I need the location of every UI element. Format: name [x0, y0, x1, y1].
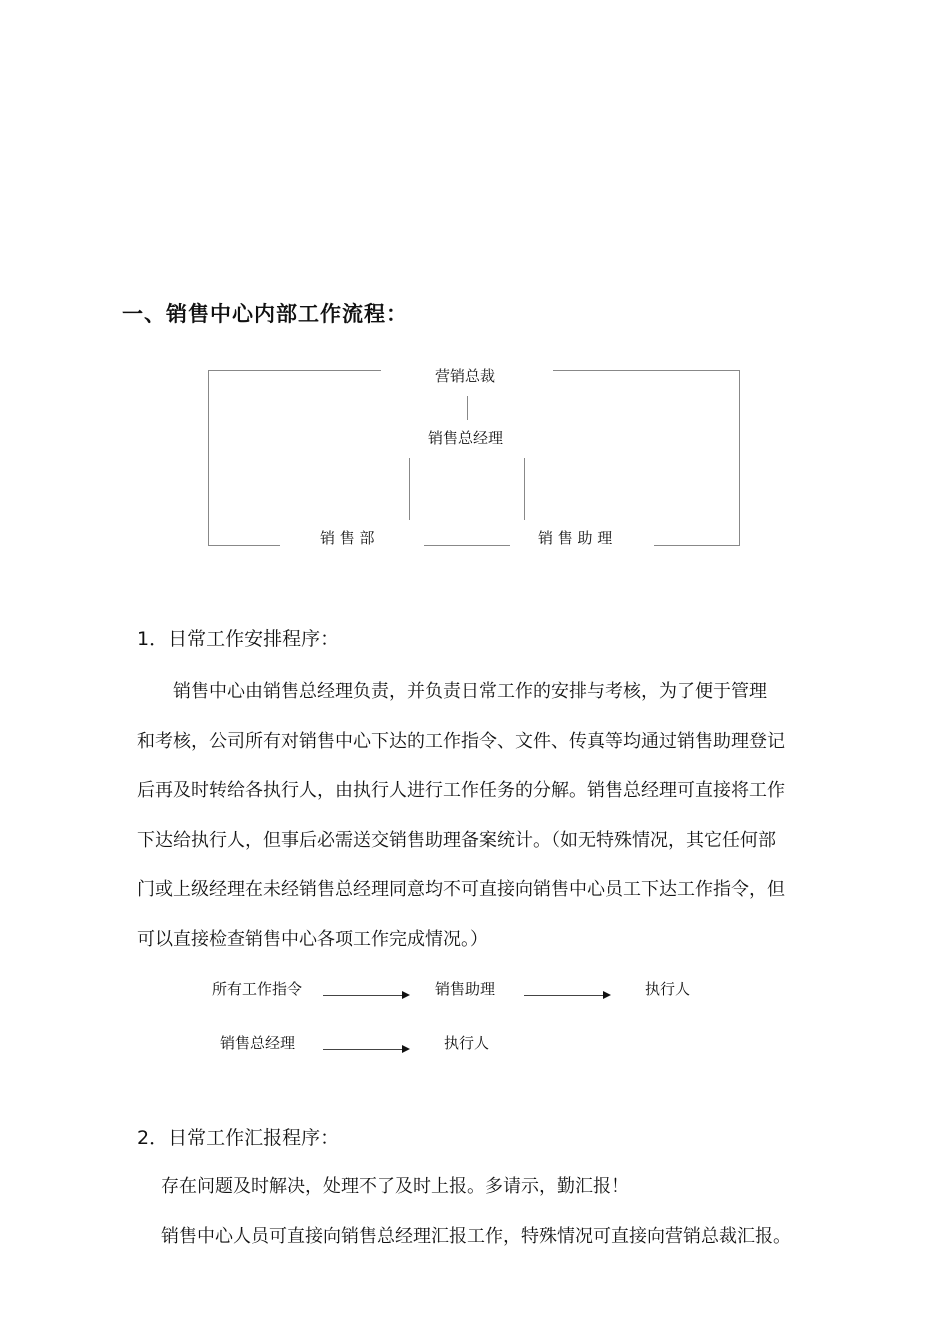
org-node-sales-assistant: 销 售 助 理: [538, 529, 613, 547]
org-frame-left: [208, 370, 209, 546]
section2-title: 2．日常工作汇报程序：: [137, 1127, 340, 1149]
flow2-step1: 销售总经理: [220, 1034, 296, 1052]
paragraph-line: 可以直接检查销售中心各项工作完成情况。）: [137, 928, 488, 950]
section2-line2: 销售中心人员可直接向销售总经理汇报工作，特殊情况可直接向营销总裁汇报。: [161, 1226, 791, 1247]
flow2-step2: 执行人: [444, 1034, 490, 1052]
paragraph-line: 和考核，公司所有对销售中心下达的工作指令、文件、传真等均通过销售助理登记: [137, 730, 785, 752]
flow2-arrow1: [323, 1049, 408, 1050]
org-frame-top-right: [553, 370, 740, 371]
org-connector-left: [409, 458, 410, 520]
paragraph-line: 下达给执行人，但事后必需送交销售助理备案统计。（如无特殊情况，其它任何部: [137, 829, 776, 851]
org-node-general-manager: 销售总经理: [428, 429, 504, 447]
paragraph-line: 后再及时转给各执行人，由执行人进行工作任务的分解。销售总经理可直接将工作: [137, 780, 785, 802]
org-node-president: 营销总裁: [435, 367, 496, 385]
flow1-step1: 所有工作指令: [212, 980, 303, 998]
flow1-step3: 执行人: [645, 980, 691, 998]
page-heading: 一、销售中心内部工作流程：: [122, 302, 408, 326]
org-connector-top: [467, 396, 468, 420]
org-node-sales-dept: 销 售 部: [320, 529, 375, 547]
section1-title: 1．日常工作安排程序：: [137, 628, 340, 650]
section1-paragraph: [137, 667, 837, 965]
org-frame-bottom-right: [654, 545, 740, 546]
flow1-arrow2: [524, 995, 609, 996]
org-frame-bottom-left: [208, 545, 280, 546]
org-frame-top-left: [208, 370, 381, 371]
flow1-step2: 销售助理: [435, 980, 496, 998]
section2-line1: 存在问题及时解决，处理不了及时上报。多请示，勤汇报！: [161, 1176, 629, 1197]
org-chart: [0, 0, 950, 600]
org-connector-right: [524, 458, 525, 520]
paragraph-line: 销售中心由销售总经理负责，并负责日常工作的安排与考核，为了便于管理: [137, 681, 767, 702]
org-frame-bottom-mid: [424, 545, 510, 546]
org-frame-right: [739, 370, 740, 546]
flow1-arrow1: [323, 995, 408, 996]
paragraph-line: 门或上级经理在未经销售总经理同意均不可直接向销售中心员工下达工作指令，但: [137, 879, 785, 901]
